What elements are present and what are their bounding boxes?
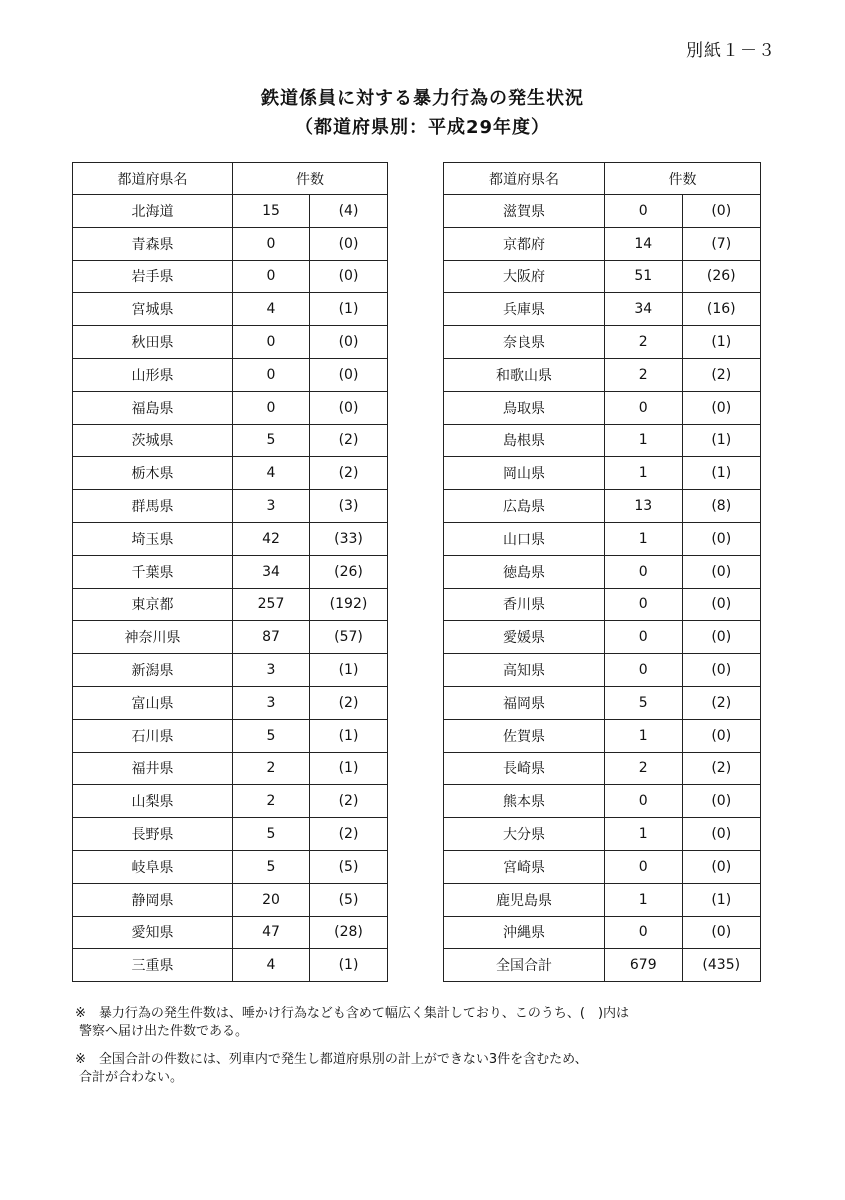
- prefecture-name-cell: 富山県: [73, 686, 233, 719]
- table-row: [444, 752, 761, 785]
- police-report-count-cell: (2): [310, 818, 388, 851]
- count-cell: 2: [605, 358, 682, 391]
- police-report-count-cell: (0): [682, 850, 761, 883]
- table-row: [73, 457, 388, 490]
- count-cell: 1: [605, 522, 682, 555]
- count-cell: 2: [233, 785, 310, 818]
- prefecture-name-cell: 大阪府: [444, 260, 605, 293]
- prefecture-name-cell: 山梨県: [73, 785, 233, 818]
- prefecture-name-cell: 京都府: [444, 227, 605, 260]
- footnote: [75, 1005, 735, 1041]
- police-report-count-cell: (4): [310, 195, 388, 228]
- count-cell: 0: [233, 260, 310, 293]
- table-row: [73, 424, 388, 457]
- count-cell: 3: [233, 654, 310, 687]
- prefecture-header: 都道府県名: [444, 163, 605, 195]
- count-cell: 4: [233, 293, 310, 326]
- count-cell: 1: [605, 457, 682, 490]
- table-row: [444, 588, 761, 621]
- police-report-count-cell: (2): [310, 686, 388, 719]
- prefecture-name-cell: 千葉県: [73, 555, 233, 588]
- count-cell: 0: [605, 621, 682, 654]
- count-cell: 1: [605, 424, 682, 457]
- table-header-row: [73, 163, 388, 195]
- table-row: [73, 621, 388, 654]
- table-row: [73, 654, 388, 687]
- prefecture-name-cell: 岐阜県: [73, 850, 233, 883]
- count-cell: 0: [605, 195, 682, 228]
- count-header: 件数: [605, 163, 761, 195]
- police-report-count-cell: (57): [310, 621, 388, 654]
- police-report-count-cell: (1): [682, 326, 761, 359]
- table-row: [444, 326, 761, 359]
- table-row: [73, 391, 388, 424]
- table-header-row: [444, 163, 761, 195]
- table-row: [444, 949, 761, 982]
- table-row: [73, 752, 388, 785]
- prefecture-name-cell: 島根県: [444, 424, 605, 457]
- count-cell: 0: [605, 588, 682, 621]
- footnote-line: ※ 暴力行為の発生件数は、唾かけ行為なども含めて幅広く集計しており、このうち、( )内は: [75, 1006, 630, 1021]
- police-report-count-cell: (0): [682, 195, 761, 228]
- table-row: [73, 293, 388, 326]
- table-row: [444, 916, 761, 949]
- police-report-count-cell: (3): [310, 490, 388, 523]
- police-report-count-cell: (2): [310, 785, 388, 818]
- police-report-count-cell: (0): [682, 916, 761, 949]
- prefecture-name-cell: 和歌山県: [444, 358, 605, 391]
- prefecture-name-cell: 神奈川県: [73, 621, 233, 654]
- count-cell: 5: [233, 719, 310, 752]
- table-row: [444, 358, 761, 391]
- police-report-count-cell: (0): [682, 818, 761, 851]
- prefecture-name-cell: 山形県: [73, 358, 233, 391]
- count-cell: 3: [233, 686, 310, 719]
- police-report-count-cell: (0): [310, 358, 388, 391]
- count-cell: 34: [605, 293, 682, 326]
- police-report-count-cell: (26): [682, 260, 761, 293]
- police-report-count-cell: (0): [682, 785, 761, 818]
- police-report-count-cell: (1): [310, 654, 388, 687]
- table-row: [444, 293, 761, 326]
- prefecture-name-cell: 福島県: [73, 391, 233, 424]
- count-cell: 15: [233, 195, 310, 228]
- prefecture-name-cell: 長崎県: [444, 752, 605, 785]
- police-report-count-cell: (1): [310, 293, 388, 326]
- prefecture-name-cell: 愛媛県: [444, 621, 605, 654]
- police-report-count-cell: (2): [682, 358, 761, 391]
- prefecture-name-cell: 沖縄県: [444, 916, 605, 949]
- prefecture-name-cell: 埼玉県: [73, 522, 233, 555]
- prefecture-name-cell: 石川県: [73, 719, 233, 752]
- prefecture-name-cell: 福井県: [73, 752, 233, 785]
- count-cell: 13: [605, 490, 682, 523]
- police-report-count-cell: (2): [310, 424, 388, 457]
- police-report-count-cell: (1): [310, 752, 388, 785]
- police-report-count-cell: (1): [310, 949, 388, 982]
- table-row: [73, 785, 388, 818]
- annex-label: 別紙１－３: [686, 41, 776, 61]
- count-cell: 2: [233, 752, 310, 785]
- prefecture-table-right: [443, 162, 761, 982]
- police-report-count-cell: (16): [682, 293, 761, 326]
- police-report-count-cell: (0): [682, 621, 761, 654]
- count-cell: 0: [233, 358, 310, 391]
- police-report-count-cell: (0): [310, 260, 388, 293]
- count-cell: 4: [233, 949, 310, 982]
- document-subtitle: （都道府県別：平成29年度）: [294, 117, 551, 138]
- prefecture-name-cell: 香川県: [444, 588, 605, 621]
- prefecture-name-cell: 山口県: [444, 522, 605, 555]
- count-cell: 5: [233, 818, 310, 851]
- police-report-count-cell: (1): [682, 457, 761, 490]
- police-report-count-cell: (2): [310, 457, 388, 490]
- prefecture-name-cell: 静岡県: [73, 883, 233, 916]
- police-report-count-cell: (2): [682, 686, 761, 719]
- police-report-count-cell: (0): [682, 555, 761, 588]
- footnote-line: 警察へ届け出た件数である。: [79, 1024, 249, 1039]
- prefecture-name-cell: 福岡県: [444, 686, 605, 719]
- table-row: [73, 883, 388, 916]
- footnote-line: ※ 全国合計の件数には、列車内で発生し都道府県別の計上ができない3件を含むため、: [75, 1052, 588, 1067]
- footnote-line: 合計が合わない。: [79, 1070, 184, 1085]
- prefecture-name-cell: 青森県: [73, 227, 233, 260]
- count-cell: 0: [233, 326, 310, 359]
- table-row: [444, 227, 761, 260]
- table-row: [444, 719, 761, 752]
- police-report-count-cell: (26): [310, 555, 388, 588]
- table-row: [73, 686, 388, 719]
- table-row: [73, 195, 388, 228]
- prefecture-name-cell: 徳島県: [444, 555, 605, 588]
- count-cell: 42: [233, 522, 310, 555]
- document-title: 鉄道係員に対する暴力行為の発生状況: [261, 88, 584, 109]
- prefecture-name-cell: 熊本県: [444, 785, 605, 818]
- prefecture-name-cell: 大分県: [444, 818, 605, 851]
- prefecture-header: 都道府県名: [73, 163, 233, 195]
- count-cell: 3: [233, 490, 310, 523]
- title-block: [0, 84, 845, 139]
- table-row: [73, 358, 388, 391]
- prefecture-name-cell: 愛知県: [73, 916, 233, 949]
- count-cell: 0: [605, 555, 682, 588]
- prefecture-name-cell: 滋賀県: [444, 195, 605, 228]
- prefecture-name-cell: 高知県: [444, 654, 605, 687]
- prefecture-name-cell: 佐賀県: [444, 719, 605, 752]
- prefecture-name-cell: 鳥取県: [444, 391, 605, 424]
- prefecture-name-cell: 奈良県: [444, 326, 605, 359]
- prefecture-name-cell: 群馬県: [73, 490, 233, 523]
- police-report-count-cell: (2): [682, 752, 761, 785]
- count-cell: 1: [605, 883, 682, 916]
- count-cell: 0: [233, 227, 310, 260]
- police-report-count-cell: (8): [682, 490, 761, 523]
- count-cell: 5: [605, 686, 682, 719]
- table-row: [444, 457, 761, 490]
- count-cell: 5: [233, 424, 310, 457]
- table-row: [444, 883, 761, 916]
- police-report-count-cell: (0): [682, 719, 761, 752]
- police-report-count-cell: (7): [682, 227, 761, 260]
- table-row: [444, 818, 761, 851]
- table-row: [444, 522, 761, 555]
- prefecture-name-cell: 新潟県: [73, 654, 233, 687]
- police-report-count-cell: (28): [310, 916, 388, 949]
- police-report-count-cell: (0): [310, 326, 388, 359]
- prefecture-name-cell: 広島県: [444, 490, 605, 523]
- police-report-count-cell: (33): [310, 522, 388, 555]
- count-cell: 1: [605, 818, 682, 851]
- footnotes: [75, 1005, 735, 1097]
- prefecture-name-cell: 鹿児島県: [444, 883, 605, 916]
- police-report-count-cell: (0): [682, 588, 761, 621]
- table-row: [73, 916, 388, 949]
- table-row: [444, 654, 761, 687]
- footnote: [75, 1051, 735, 1087]
- prefecture-name-cell: 長野県: [73, 818, 233, 851]
- count-cell: 20: [233, 883, 310, 916]
- table-row: [73, 260, 388, 293]
- table-row: [444, 195, 761, 228]
- count-cell: 0: [233, 391, 310, 424]
- police-report-count-cell: (1): [310, 719, 388, 752]
- table-row: [444, 555, 761, 588]
- count-cell: 47: [233, 916, 310, 949]
- police-report-count-cell: (0): [310, 391, 388, 424]
- police-report-count-cell: (1): [682, 424, 761, 457]
- prefecture-name-cell: 三重県: [73, 949, 233, 982]
- prefecture-name-cell: 北海道: [73, 195, 233, 228]
- table-row: [444, 785, 761, 818]
- prefecture-name-cell: 東京都: [73, 588, 233, 621]
- count-cell: 4: [233, 457, 310, 490]
- count-cell: 2: [605, 752, 682, 785]
- table-row: [73, 818, 388, 851]
- count-header: 件数: [233, 163, 388, 195]
- police-report-count-cell: (435): [682, 949, 761, 982]
- count-cell: 0: [605, 916, 682, 949]
- count-cell: 87: [233, 621, 310, 654]
- prefecture-name-cell: 全国合計: [444, 949, 605, 982]
- table-row: [73, 490, 388, 523]
- prefecture-table-left: [72, 162, 388, 982]
- prefecture-name-cell: 宮城県: [73, 293, 233, 326]
- table-row: [73, 555, 388, 588]
- table-row: [444, 260, 761, 293]
- table-row: [73, 588, 388, 621]
- prefecture-name-cell: 兵庫県: [444, 293, 605, 326]
- table-row: [444, 391, 761, 424]
- count-cell: 679: [605, 949, 682, 982]
- count-cell: 51: [605, 260, 682, 293]
- prefecture-name-cell: 岡山県: [444, 457, 605, 490]
- count-cell: 0: [605, 654, 682, 687]
- police-report-count-cell: (5): [310, 850, 388, 883]
- table-row: [444, 490, 761, 523]
- table-row: [444, 621, 761, 654]
- police-report-count-cell: (192): [310, 588, 388, 621]
- count-cell: 5: [233, 850, 310, 883]
- table-row: [73, 326, 388, 359]
- police-report-count-cell: (0): [310, 227, 388, 260]
- police-report-count-cell: (1): [682, 883, 761, 916]
- count-cell: 34: [233, 555, 310, 588]
- count-cell: 257: [233, 588, 310, 621]
- table-row: [73, 227, 388, 260]
- table-row: [73, 949, 388, 982]
- table-row: [73, 522, 388, 555]
- prefecture-name-cell: 岩手県: [73, 260, 233, 293]
- table-row: [73, 719, 388, 752]
- prefecture-name-cell: 茨城県: [73, 424, 233, 457]
- count-cell: 0: [605, 785, 682, 818]
- table-row: [444, 424, 761, 457]
- police-report-count-cell: (0): [682, 391, 761, 424]
- police-report-count-cell: (5): [310, 883, 388, 916]
- count-cell: 0: [605, 391, 682, 424]
- prefecture-name-cell: 秋田県: [73, 326, 233, 359]
- count-cell: 2: [605, 326, 682, 359]
- count-cell: 14: [605, 227, 682, 260]
- police-report-count-cell: (0): [682, 654, 761, 687]
- count-cell: 1: [605, 719, 682, 752]
- table-row: [444, 850, 761, 883]
- count-cell: 0: [605, 850, 682, 883]
- table-row: [73, 850, 388, 883]
- prefecture-name-cell: 栃木県: [73, 457, 233, 490]
- table-row: [444, 686, 761, 719]
- police-report-count-cell: (0): [682, 522, 761, 555]
- prefecture-name-cell: 宮崎県: [444, 850, 605, 883]
